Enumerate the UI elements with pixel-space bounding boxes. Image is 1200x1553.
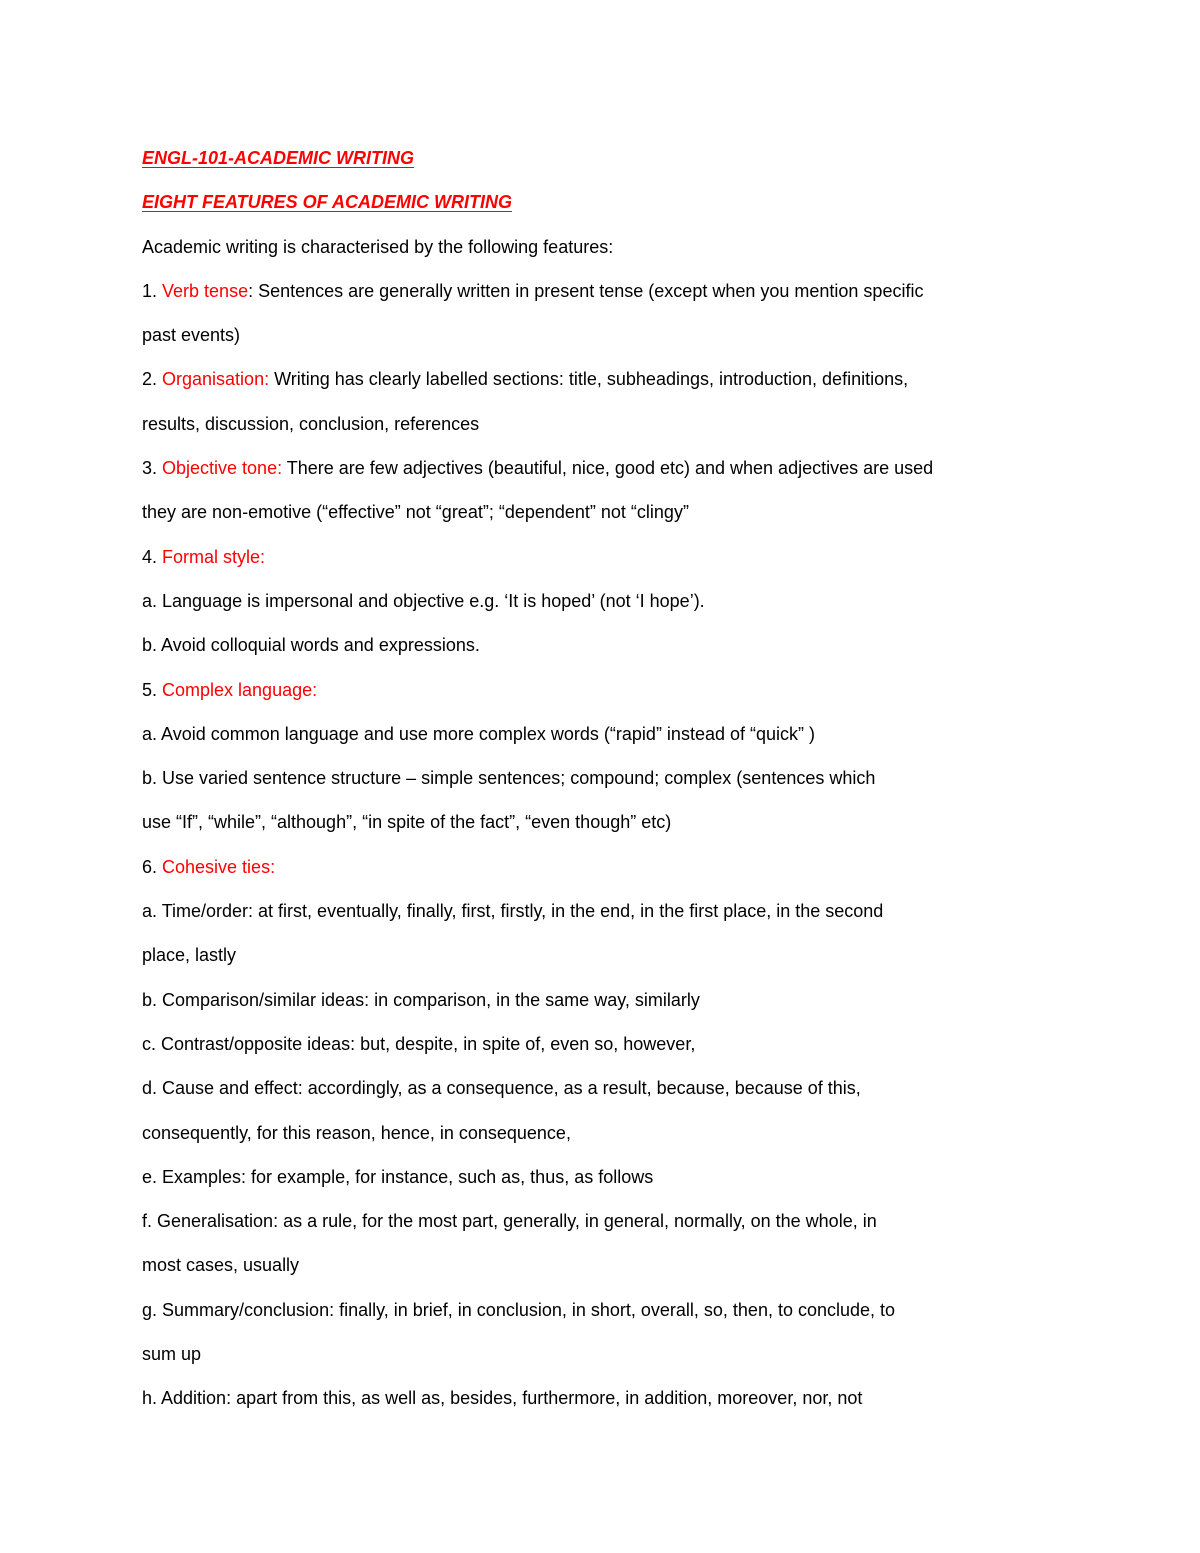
line-text: consequently, for this reason, hence, in consequence, xyxy=(142,1122,571,1143)
feature-heading-line xyxy=(142,357,1042,401)
list-number: 2. xyxy=(142,369,163,390)
feature-label: Verb tense xyxy=(162,280,249,301)
feature-label: Objective tone: xyxy=(162,458,283,479)
feature-heading-line xyxy=(142,446,1042,490)
line-text: they are non-emotive (“effective” not “great”; “dependent” not “clingy” xyxy=(142,502,689,523)
document-title: ENGL-101-ACADEMIC WRITING xyxy=(142,148,415,168)
body-text-line xyxy=(142,1376,1042,1420)
line-text: a. Language is impersonal and objective e.g. ‘It is hoped’ (not ‘I hope’). xyxy=(142,590,705,611)
line-text: past events) xyxy=(142,325,241,346)
body-text-line xyxy=(142,1111,1042,1155)
body-text-line xyxy=(142,402,1042,446)
body-text-line xyxy=(142,313,1042,357)
line-text: place, lastly xyxy=(142,945,237,966)
line-text: f. Generalisation: as a rule, for the most part, generally, in general, normally, on the whole, in xyxy=(142,1211,877,1232)
body-text-line xyxy=(142,933,1042,977)
feature-label: Formal style: xyxy=(162,546,266,567)
line-text: use “If”, “while”, “although”, “in spite of the fact”, “even though” etc) xyxy=(142,812,672,833)
line-text: most cases, usually xyxy=(142,1255,300,1276)
body-text-line xyxy=(142,978,1042,1022)
feature-label: Cohesive ties: xyxy=(162,856,276,877)
line-text: There are few adjectives (beautiful, nice, good etc) and when adjectives are used xyxy=(282,458,934,479)
line-text: b. Use varied sentence structure – simple sentences; compound; complex (sentences which xyxy=(142,768,876,789)
list-number: 4. xyxy=(142,546,163,567)
list-number: 1. xyxy=(142,280,163,301)
line-text: c. Contrast/opposite ideas: but, despite, in spite of, even so, however, xyxy=(142,1033,696,1054)
list-number: 6. xyxy=(142,856,163,877)
line-text: b. Avoid colloquial words and expressions. xyxy=(142,635,480,656)
body-text-line xyxy=(142,1243,1042,1287)
body-text-line xyxy=(142,1288,1042,1332)
line-text: sum up xyxy=(142,1344,202,1365)
body-text-line xyxy=(142,1199,1042,1243)
line-text: a. Avoid common language and use more complex words (“rapid” instead of “quick” ) xyxy=(142,723,815,744)
body-text-line xyxy=(142,579,1042,623)
line-text: b. Comparison/similar ideas: in comparison, in the same way, similarly xyxy=(142,989,700,1010)
feature-heading-line xyxy=(142,668,1042,712)
intro-paragraph: Academic writing is characterised by the following features: xyxy=(142,236,614,257)
line-text: : Sentences are generally written in present tense (except when you mention specific xyxy=(248,280,924,301)
body-text-line xyxy=(142,1332,1042,1376)
body-text-line xyxy=(142,756,1042,800)
document-body xyxy=(142,136,1042,1421)
body-text-line xyxy=(142,490,1042,534)
feature-label: Organisation: xyxy=(162,369,270,390)
feature-heading-line xyxy=(142,269,1042,313)
list-number: 5. xyxy=(142,679,163,700)
line-text: a. Time/order: at first, eventually, finally, first, firstly, in the end, in the first place, in the second xyxy=(142,901,884,922)
line-text: results, discussion, conclusion, references xyxy=(142,413,480,434)
line-text: d. Cause and effect: accordingly, as a consequence, as a result, because, because of this, xyxy=(142,1078,861,1099)
line-text: g. Summary/conclusion: finally, in brief, in conclusion, in short, overall, so, then, to conclude, to xyxy=(142,1299,896,1320)
body-text-line xyxy=(142,623,1042,667)
line-text: Writing has clearly labelled sections: title, subheadings, introduction, definitions, xyxy=(269,369,909,390)
document-subtitle: EIGHT FEATURES OF ACADEMIC WRITING xyxy=(142,192,512,213)
feature-heading-line xyxy=(142,845,1042,889)
list-number: 3. xyxy=(142,458,163,479)
feature-list xyxy=(142,269,1042,1421)
feature-label: Complex language: xyxy=(162,679,318,700)
body-text-line xyxy=(142,889,1042,933)
body-text-line xyxy=(142,800,1042,844)
line-text: e. Examples: for example, for instance, such as, thus, as follows xyxy=(142,1166,654,1187)
feature-heading-line xyxy=(142,535,1042,579)
body-text-line xyxy=(142,1155,1042,1199)
body-text-line xyxy=(142,712,1042,756)
body-text-line xyxy=(142,1066,1042,1110)
body-text-line xyxy=(142,1022,1042,1066)
line-text: h. Addition: apart from this, as well as, besides, furthermore, in addition, moreover, nor, not xyxy=(142,1388,863,1409)
